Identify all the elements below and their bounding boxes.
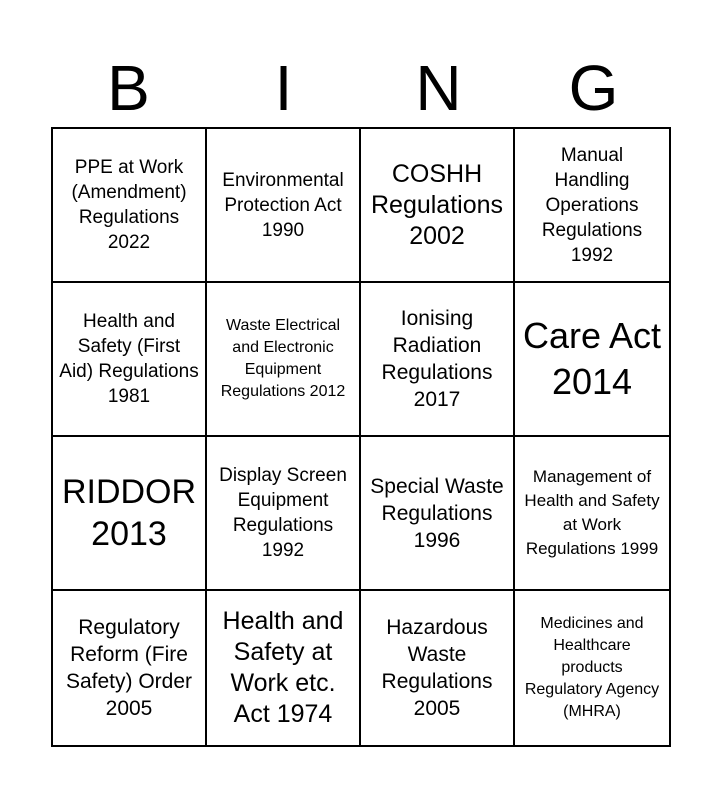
bingo-cell[interactable]	[53, 591, 207, 745]
cell-text: Health and Safety at Work etc. Act 1974	[222, 607, 344, 728]
cell-text: PPE at Work (Amendment) Regulations 2022	[71, 157, 187, 253]
bingo-cell[interactable]	[207, 591, 361, 745]
cell-text: Regulatory Reform (Fire Safety) Order 2005	[65, 616, 193, 720]
bingo-header	[51, 48, 671, 128]
bingo-cell[interactable]	[515, 129, 669, 283]
cell-text: Health and Safety (First Aid) Regulations 1981	[59, 311, 199, 407]
cell-text: Environmental Protection Act 1990	[222, 169, 344, 241]
cell-text: Hazardous Waste Regulations 2005	[381, 616, 493, 720]
header-letter-i: I	[274, 52, 293, 124]
bingo-cell[interactable]	[207, 437, 361, 591]
header-letter-n: N	[415, 52, 462, 124]
bingo-cell[interactable]	[361, 437, 515, 591]
bingo-cell[interactable]	[53, 437, 207, 591]
cell-text: Ionising Radiation Regulations 2017	[381, 307, 493, 411]
bingo-cell[interactable]	[53, 283, 207, 437]
cell-text: Special Waste Regulations 1996	[370, 474, 504, 552]
bingo-cell[interactable]	[361, 591, 515, 745]
bingo-cell[interactable]	[515, 437, 669, 591]
bingo-cell[interactable]	[207, 129, 361, 283]
bingo-cell[interactable]	[515, 591, 669, 745]
cell-text: Management of Health and Safety at Work Regulations 1999	[524, 467, 660, 558]
bingo-board	[51, 127, 671, 747]
bingo-cell[interactable]	[515, 283, 669, 437]
bingo-cell[interactable]	[361, 283, 515, 437]
cell-text: Manual Handling Operations Regulations 1992	[541, 144, 643, 266]
header-letter-b: B	[107, 52, 150, 124]
header-letter-g: G	[568, 52, 619, 124]
cell-text: Medicines and Healthcare products Regulatory Agency (MHRA)	[524, 615, 660, 720]
bingo-cell[interactable]	[207, 283, 361, 437]
cell-text: COSHH Regulations 2002	[370, 159, 504, 250]
bingo-cell[interactable]	[361, 129, 515, 283]
cell-text: Care Act 2014	[522, 315, 662, 402]
cell-text: Waste Electrical and Electronic Equipment Regulations 2012	[220, 317, 346, 400]
cell-text: Display Screen Equipment Regulations 1992	[219, 465, 347, 561]
cell-text: RIDDOR 2013	[61, 473, 197, 553]
bingo-cell[interactable]	[53, 129, 207, 283]
